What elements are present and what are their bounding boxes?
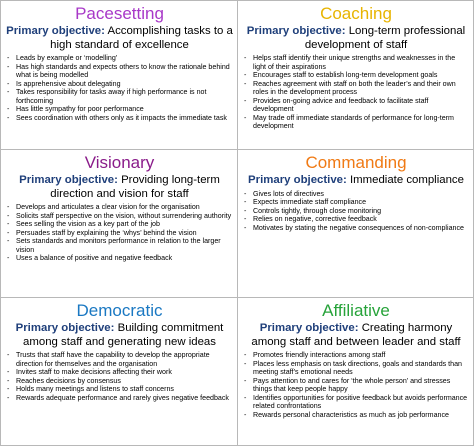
characteristic-item: - Motivates by stating the negative consequences of non-compliance	[253, 224, 470, 233]
primary-objective-text: Creating harmony among staff and between leader and staff	[251, 322, 461, 348]
characteristic-item: - Rewards personal characteristics as much as job performance	[253, 411, 470, 420]
style-title: Coaching	[320, 4, 392, 23]
primary-objective	[242, 174, 470, 188]
characteristic-item: - Promotes friendly interactions among staff	[253, 351, 470, 360]
primary-objective-text: Providing long-term direction and vision for staff	[50, 174, 220, 200]
primary-objective-label: Primary objective:	[248, 174, 347, 186]
style-title: Pacesetting	[75, 4, 164, 23]
characteristics-list	[242, 54, 470, 131]
primary-objective	[242, 25, 470, 52]
style-cell-coaching	[237, 1, 473, 149]
primary-objective-label: Primary objective:	[19, 174, 118, 186]
characteristic-item: - Is apprehensive about delegating	[16, 80, 234, 89]
style-title: Democratic	[76, 301, 163, 320]
characteristics-list	[5, 351, 234, 402]
primary-objective-label: Primary objective:	[15, 322, 115, 334]
characteristic-item: - Trusts that staff have the capability to develop the appropriate direction for themselves and the organisation	[16, 351, 234, 368]
characteristic-item: - Holds many meetings and listens to staff concerns	[16, 385, 234, 394]
primary-objective-label: Primary objective:	[246, 25, 346, 37]
style-cell-visionary	[1, 149, 237, 297]
characteristic-item: - Takes responsibility for tasks away if high performance is not forthcoming	[16, 88, 234, 105]
primary-objective-text: Long-term professional development of staff	[304, 25, 466, 51]
primary-objective	[5, 25, 234, 52]
characteristics-list	[242, 351, 470, 419]
characteristic-item: - May trade off immediate standards of performance for long-term development	[253, 114, 470, 131]
characteristic-item: - Invites staff to make decisions affecting their work	[16, 368, 234, 377]
characteristics-list	[5, 54, 234, 122]
characteristic-item: - Provides on-going advice and feedback to facilitate staff development	[253, 97, 470, 114]
characteristic-item: - Has high standards and expects others to know the rationale behind what is being modelled	[16, 63, 234, 80]
primary-objective	[5, 322, 234, 349]
characteristic-item: - Persuades staff by explaining the ‘whys’ behind the vision	[16, 229, 234, 238]
primary-objective-text: Immediate compliance	[349, 174, 464, 186]
characteristics-list	[242, 190, 470, 233]
characteristic-item: - Leads by example or ‘modelling’	[16, 54, 234, 63]
primary-objective-label: Primary objective:	[259, 322, 359, 334]
characteristic-item: - Reaches agreement with staff on both the leader’s and their own roles in the development process	[253, 80, 470, 97]
primary-objective-text: Accomplishing tasks to a high standard of excellence	[50, 25, 233, 51]
style-title: Visionary	[84, 153, 155, 172]
characteristic-item: - Places less emphasis on task directions, goals and standards than meeting staff’s emotional needs	[253, 360, 470, 377]
characteristic-item: - Develops and articulates a clear vision for the organisation	[16, 203, 234, 212]
style-cell-pacesetting	[1, 1, 237, 149]
characteristic-item: - Sees coordination with others only as it impacts the immediate task	[16, 114, 234, 123]
characteristic-item: - Gives lots of directives	[253, 190, 470, 199]
characteristic-item: - Encourages staff to establish long-term development goals	[253, 71, 470, 80]
characteristic-item: - Reaches decisions by consensus	[16, 377, 234, 386]
characteristic-item: - Uses a balance of positive and negative feedback	[16, 254, 234, 263]
characteristic-item: - Controls tightly, through close monitoring	[253, 207, 470, 216]
characteristic-item: - Helps staff identify their unique strengths and weaknesses in the light of their aspirations	[253, 54, 470, 71]
characteristic-item: - Expects immediate staff compliance	[253, 198, 470, 207]
style-title: Affiliative	[322, 301, 390, 320]
style-cell-democratic	[1, 297, 237, 445]
characteristic-item: - Pays attention to and cares for ‘the whole person’ and stresses things that keep people happy	[253, 377, 470, 394]
characteristics-list	[5, 203, 234, 263]
primary-objective	[5, 174, 234, 201]
characteristic-item: - Identifies opportunities for positive feedback but avoids performance related confrontations	[253, 394, 470, 411]
style-cell-affiliative	[237, 297, 473, 445]
primary-objective	[242, 322, 470, 349]
characteristic-item: - Has little sympathy for poor performance	[16, 105, 234, 114]
primary-objective-text: Building commitment among staff and generating new ideas	[23, 322, 224, 348]
style-cell-commanding	[237, 149, 473, 297]
characteristic-item: - Rewards adequate performance and rarely gives negative feedback	[16, 394, 234, 403]
characteristic-item: - Relies on negative, corrective feedback	[253, 215, 470, 224]
characteristic-item: - Sets standards and monitors performance in relation to the larger vision	[16, 237, 234, 254]
style-title: Commanding	[305, 153, 407, 172]
primary-objective-label: Primary objective:	[6, 25, 105, 37]
characteristic-item: - Sees selling the vision as a key part of the job	[16, 220, 234, 229]
characteristic-item: - Solicits staff perspective on the vision, without surrendering authority	[16, 212, 234, 221]
